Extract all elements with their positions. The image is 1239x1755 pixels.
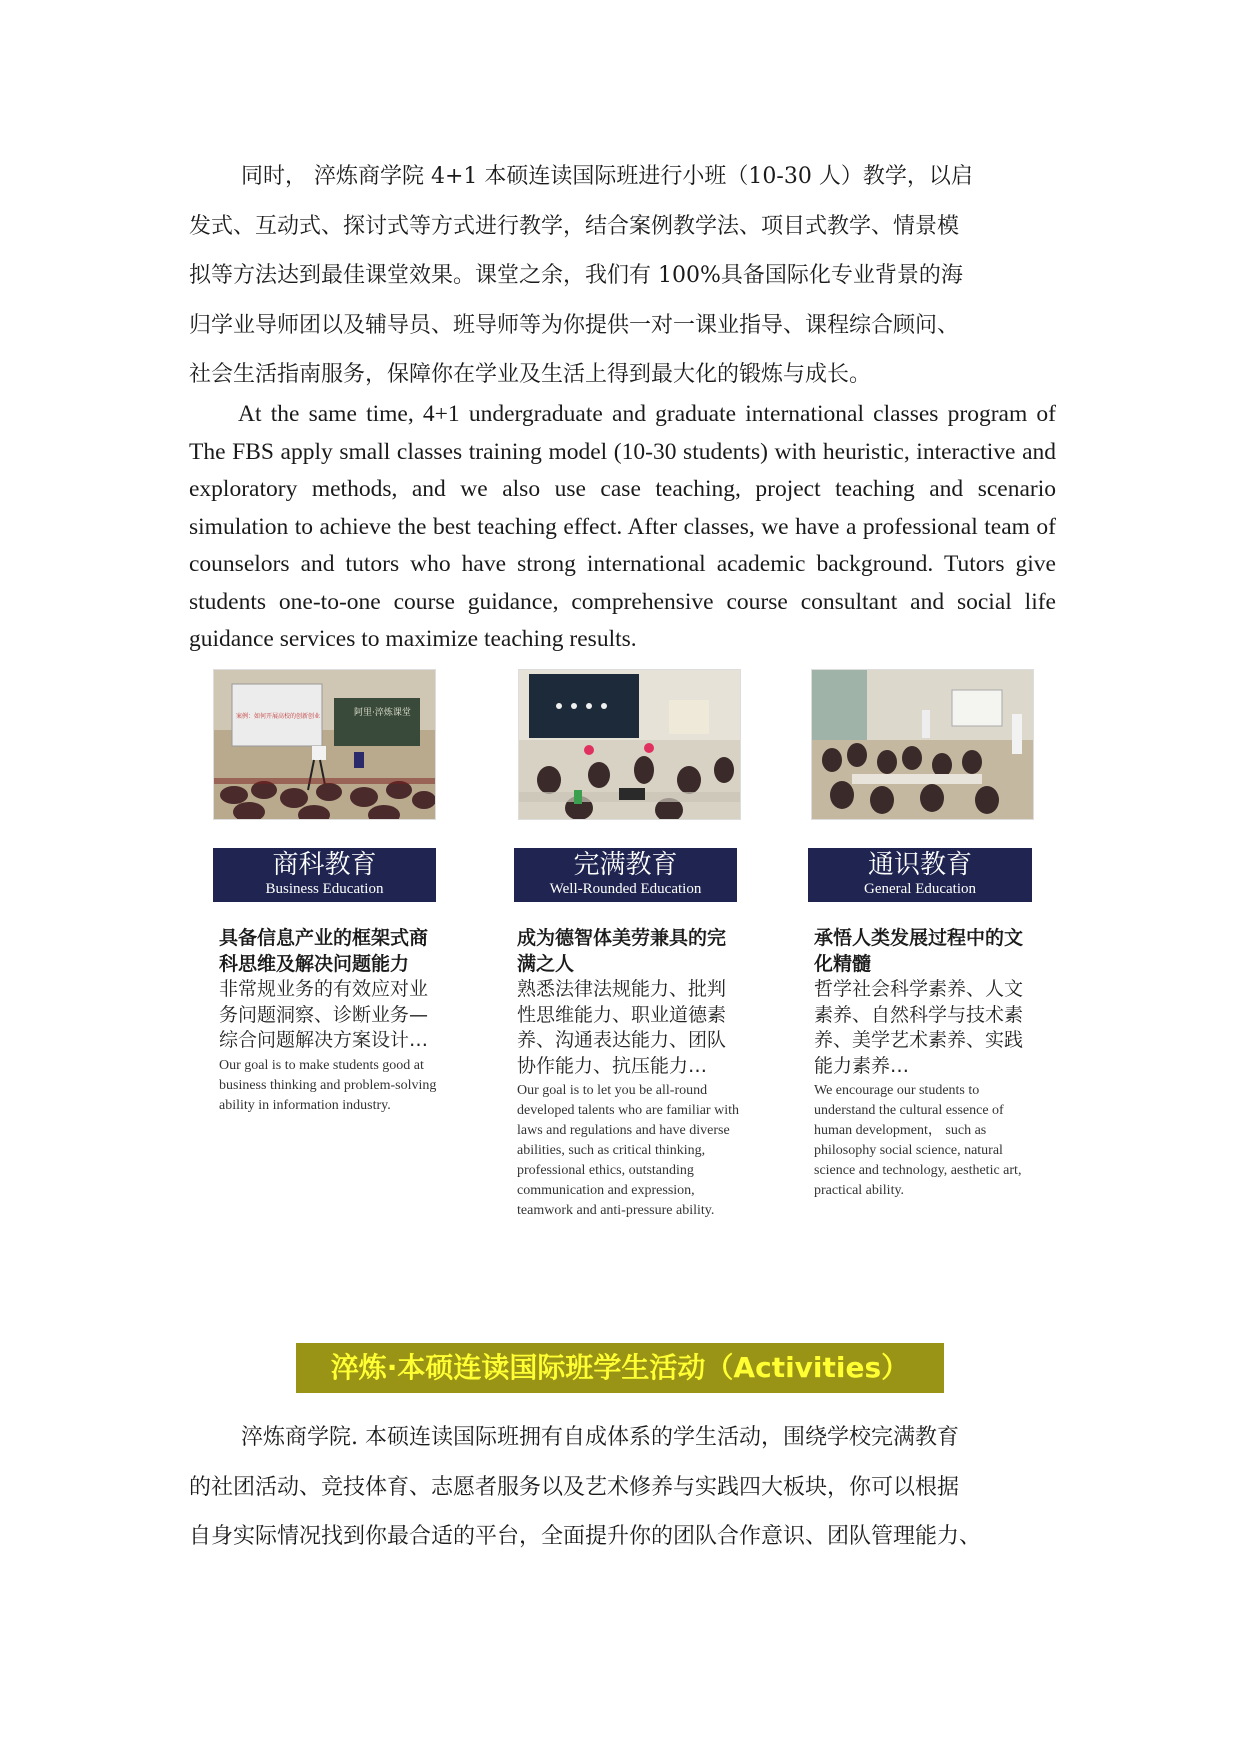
badge-title-zh: 通识教育 <box>867 850 972 880</box>
column-description-en: Our goal is to let you be all-round developed talents who are familiar with laws and regulations and have diverse abilities, such as critical thinking, professional ethics, outstanding communication and expression, teamwork and anti-pressure ability. <box>517 1083 739 1218</box>
column-headline: 具备信息产业的框架式商科思维及解决问题能力 <box>219 927 429 975</box>
text-line: 归学业导师团以及辅导员、班导师等为你提供一对一课业指导、课程综合顾问、 <box>189 312 960 338</box>
svg-text:阿里·淬炼课堂: 阿里·淬炼课堂 <box>354 708 411 718</box>
column-description-en: Our goal is to make students good at business thinking and problem-solving ability in information industry. <box>219 1057 437 1113</box>
badge-well-rounded-education <box>514 848 737 902</box>
badge-title-en: General Education <box>863 881 977 897</box>
column-general <box>814 926 1036 1201</box>
text-line: 自身实际情况找到你最合适的平台，全面提升你的团队合作意识、团队管理能力、 <box>189 1524 982 1549</box>
badge-title-en: Well-Rounded Education <box>549 881 702 897</box>
column-description-zh: 熟悉法律法规能力、批判性思维能力、职业道德素养、沟通表达能力、团队协作能力、抗压能力… <box>517 978 727 1077</box>
paragraph-zh-1 <box>189 152 1056 400</box>
text-line: 拟等方法达到最佳课堂效果。课堂之余，我们有 100%具备国际化专业背景的海 <box>189 263 963 288</box>
text-line: 的社团活动、竞技体育、志愿者服务以及艺术修养与实践四大板块，你可以根据 <box>189 1474 960 1500</box>
column-well-rounded <box>517 926 739 1221</box>
classroom-photo-2 <box>518 669 741 820</box>
badge-title-zh: 完满教育 <box>573 850 678 880</box>
column-description-zh: 非常规业务的有效应对业务问题洞察、诊断业务—综合问题解决方案设计… <box>219 978 429 1051</box>
paragraph-zh-2 <box>189 1413 1056 1562</box>
badge-title-zh: 商科教育 <box>272 850 377 880</box>
text-line: 同时， 淬炼商学院 4+1 本硕连读国际班进行小班（10-30 人）教学，以启 <box>241 164 973 189</box>
section-heading-activities: 淬炼·本硕连读国际班学生活动（Activities） <box>296 1343 944 1393</box>
text-line: 发式、互动式、探讨式等方式进行教学，结合案例教学法、项目式教学、情景模 <box>189 213 960 239</box>
column-description-en: We encourage our students to understand the cultural essence of human development， such as philosophy social science, natural science and technology, aesthetic art, practical ability. <box>814 1083 1022 1198</box>
badge-general-education <box>808 848 1032 902</box>
text-line: 社会生活指南服务，保障你在学业及生活上得到最大化的锻炼与成长。 <box>189 362 872 387</box>
classroom-photo-3 <box>811 669 1034 820</box>
paragraph-en-1: At the same time, 4+1 undergraduate and graduate international classes program of The FBS apply small classes training model (10-30 students) with heuristic, interactive and exploratory methods, and we also use case teaching, project teaching and scenario simulation to achieve the best teaching effect. After classes, we have a professional team of counselors and tutors who have strong international academic background. Tutors give students one-to-one course guidance, comprehensive course consultant and social life guidance services to maximize teaching results. <box>189 401 1056 652</box>
column-business <box>219 926 441 1116</box>
classroom-photo-1 <box>213 669 436 820</box>
column-headline: 成为德智体美劳兼具的完满之人 <box>517 927 727 975</box>
badge-title-en: Business Education <box>265 881 384 897</box>
photo-screen-text: 案例：如何开展高校的创新创业 <box>236 713 321 720</box>
column-description-zh: 哲学社会科学素养、人文素养、自然科学与技术素养、美学艺术素养、实践能力素养… <box>814 978 1024 1077</box>
column-headline: 承悟人类发展过程中的文化精髓 <box>814 927 1024 975</box>
badge-business-education <box>213 848 436 902</box>
text-line: 淬炼商学院. 本硕连读国际班拥有自成体系的学生活动，围绕学校完满教育 <box>241 1425 959 1450</box>
